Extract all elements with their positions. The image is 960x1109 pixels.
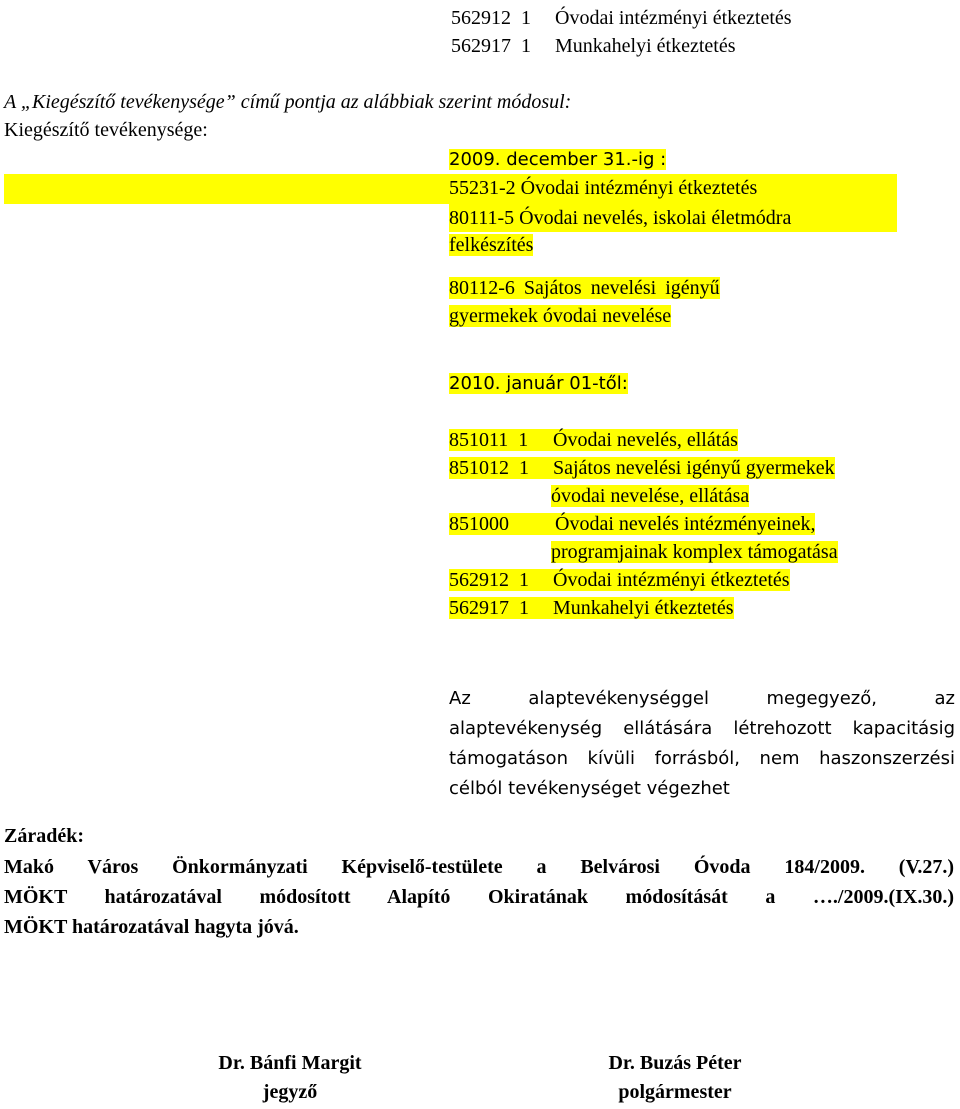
until-2009-item: 55231-2 Óvodai intézményi étkeztetés bbox=[449, 177, 758, 199]
item-text: Sajátos nevelési igényű gyermekek bbox=[553, 457, 835, 479]
top-code-name: Munkahelyi étkeztetés bbox=[555, 35, 736, 57]
item-text: Óvodai nevelés, ellátás bbox=[553, 429, 738, 451]
list-item-cont bbox=[449, 538, 838, 566]
until-2009-item-cont bbox=[449, 231, 533, 259]
signature-title: polgármester bbox=[618, 1081, 732, 1103]
supplementary-label: Kiegészítő tevékenysége: bbox=[4, 119, 208, 141]
supplementary-paragraph bbox=[449, 684, 955, 804]
item-text: Munkahelyi étkeztetés bbox=[553, 597, 734, 619]
list-item bbox=[449, 510, 838, 538]
clause-body bbox=[4, 852, 954, 942]
from-2010-date bbox=[449, 370, 628, 398]
list-item-cont bbox=[449, 482, 838, 510]
amendment-heading: A „Kiegészítő tevékenysége” című pontja az alábbiak szerint módosul: bbox=[4, 91, 572, 113]
top-code: 562917 1 bbox=[451, 35, 531, 57]
from-2010-date-text: 2010. január 01-től: bbox=[449, 373, 628, 394]
clause-line: MÖKT határozatával módosított Alapító Okiratának módosítását a …./2009.(IX.30.) bbox=[4, 886, 954, 908]
until-2009-item-cont-text: felkészítés bbox=[449, 234, 534, 256]
from-2010-list bbox=[449, 426, 838, 622]
signature-name: Dr. Bánfi Margit bbox=[218, 1052, 362, 1074]
item-code: 562917 1 bbox=[449, 597, 529, 619]
paragraph-line: támogatáson kívüli forrásból, nem haszonszerzési bbox=[449, 748, 955, 769]
item-code: 851011 1 bbox=[449, 429, 529, 451]
item-text: Óvodai intézményi étkeztetés bbox=[553, 569, 790, 591]
clause-line: MÖKT határozatával hagyta jóvá. bbox=[4, 916, 299, 938]
list-item bbox=[449, 426, 838, 454]
top-code-name: Óvodai intézményi étkeztetés bbox=[555, 7, 792, 29]
item-code: 851000 bbox=[449, 513, 509, 535]
item-text-cont: óvodai nevelése, ellátása bbox=[551, 485, 750, 507]
until-2009-date-text: 2009. december 31.-ig : bbox=[449, 149, 667, 170]
clause-line: Makó Város Önkormányzati Képviselő-testülete a Belvárosi Óvoda 184/2009. (V.27.) bbox=[4, 856, 954, 878]
signature-name: Dr. Buzás Péter bbox=[608, 1052, 742, 1074]
item-text-cont: programjainak komplex támogatása bbox=[551, 541, 838, 563]
top-code-row bbox=[451, 32, 736, 60]
signature-notary bbox=[180, 1049, 400, 1107]
item-code: 562912 1 bbox=[449, 569, 529, 591]
top-code: 562912 1 bbox=[451, 7, 531, 29]
until-2009-date bbox=[449, 146, 689, 174]
paragraph-line: célból tevékenységet végezhet bbox=[449, 778, 730, 799]
until-2009-item-special bbox=[449, 274, 720, 330]
clause-heading: Záradék: bbox=[4, 825, 84, 847]
signature-title: jegyző bbox=[262, 1081, 318, 1103]
until-2009-item3-line1: 80112-6 Sajátos nevelési igényű bbox=[449, 277, 720, 299]
signature-mayor bbox=[565, 1049, 785, 1107]
list-item bbox=[449, 594, 838, 622]
item-text: Óvodai nevelés intézményeinek, bbox=[555, 513, 816, 535]
list-item bbox=[449, 566, 838, 594]
until-2009-item: 80111-5 Óvodai nevelés, iskolai életmódra bbox=[449, 204, 897, 232]
item-code: 851012 1 bbox=[449, 457, 529, 479]
until-2009-item3-line2: gyermekek óvodai nevelése bbox=[449, 305, 672, 327]
list-item bbox=[449, 454, 838, 482]
top-code-row bbox=[451, 4, 792, 32]
paragraph-line: Az alaptevékenységgel megegyező, az bbox=[449, 688, 955, 709]
paragraph-line: alaptevékenység ellátására létrehozott kapacitásig bbox=[449, 718, 955, 739]
